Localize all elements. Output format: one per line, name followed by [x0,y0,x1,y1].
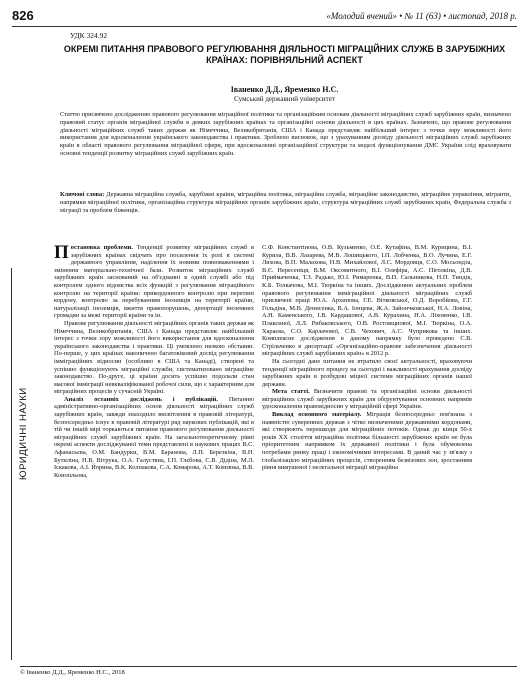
running-header [12,8,517,27]
keywords [60,191,511,214]
drop-cap: П [54,244,69,263]
paragraph: Міграція безпосередньо пов'язана з наявністю суверенних держав з чітко визначеними державними кордонами, які створюють перешкоди для міграційних потоків. Однак до кінця 50-х років ХХ століття міграційна політика більшості зарубіжних країн не була пріоритетним напрямком їх державної політики і була обумовлена потребами ринку праці і економічними інтересами. В даний час у зв'язку з глобалізацією міграційних процесів, створенням безвізових зон, зростанням рівня вимушеної і нелегальної міграції міграційна [262,411,472,472]
paragraph: С.Ф. Константінова, О.В. Кузьменко, О.Е. Кутафіна, В.М. Курицина, В.І. Курила, В.В. Лазарева, М.В. Лошицького, І.П. Лобченка, В.О. Лучина, Е.Г. Ляхова, В.П. Малахова, Н.В. Михайлової, Л.С. Мордовця, С.О. Мосьондза, В.Є. Нересеніця, В.М. Оксомнтного, В.І. Олефіра, А.С. Піголкіна, Д.В. Приймаченка, Т.З. Радько, Ю.І. Римаренка, В.П. Сальникова, Н.П. Тиндік, К.Б. Толкачова, М.І. Тюркіна та інших. Дослідженню актуальних проблем правового регулювання імміграційної діяльності міграційних служб присвячені праці Ю.А. Архипова, Г.Е. Вітковської, О.Д. Воробйова, Г.Г. Гольдіна, М.В. Денисенка, В.А. Іонцева, Ж.А. Зайончковської, Н.А. Ловіна, А.Н. Каменського, І.В. Кардашової, А.В. Курахина, Н.А. Ліховенко, І.В. Плаксиної, Л.Л. Рибаковського, О.В. Ростовщиової, М.І. Тюркіна, О.А. Хараєва, С.О. Карлачової, С.В. Чехович, А.С. Чуприкова та інших. Комплексне дослідження в даному напрямку було проведено С.В. Стрільченко в дисертації «Організаційно-правове забезпечення діяльності міграційних служб зарубіжних країн» в 2012 р. [262,244,472,358]
authors: Іваненко Д.Д., Яременко Н.С. [230,85,339,94]
paragraph: Тенденції розвитку міграційних служб в зарубіжних країнах свідчать про посилення їх ролі в системі державного управління, наділення їх новими повноваженнями і змінення матеріально-технічної бази. Розвиток міграційних служб зарубіжних країн заснований на об'єднанні в одній службі або під контролем одного відомства всіх функцій з регулювання міграційного контролю на території країни: прикордонного контролю при перетині кордону, контролю за перебуванням іноземців на території країни, натуралізації іноземців, вжиття правопорушень, депортації іноземних громадян за межі території країни та ін. [54,244,254,320]
paragraph: Правове регулювання діяльності міграційних органів таких держав як Німеччина, Великобританія, США і Канада представляє найбільший інтерес з точки зору можливості його використання для вдосконалення українського законодавства і практики. Ці умовлено низкою обставин. По-перше, у цих країнах накопичено багатовіковий досвід регулювання імміграційних відносин (особливо в США та Канаді), створені та успішно функціонують міграційні служби, систематизовано міграційне законодавство. По-друге, ці країни досить успішно подолали стан масової імміграції невкваліфікованої робочої сили, що є характерним для міграційних процесів у сучасній Україні. [54,319,254,396]
sidebar-rule [11,268,12,660]
udk-code: УДК 324.92 [70,31,108,40]
affiliation: Сумський державний університет [234,95,335,103]
journal-info: «Молодий вчений» • № 11 (63) • листопад, 2018 р. [326,11,517,21]
left-column [54,244,254,654]
section-heading-analysis: Аналіз останніх досліджень і публікацій. [64,395,218,403]
keywords-label: Ключові слова: [60,191,105,198]
copyright-footer: © Іваненко Д.Д., Яременко Н.С., 2018 [20,666,517,676]
section-sidebar [4,268,29,668]
right-column [262,244,472,654]
section-heading-aim: Мета статті. [272,388,310,396]
section-heading-main: Виклад основного матеріалу. [272,411,362,419]
sidebar-label: ЮРИДИЧНІ НАУКИ [18,387,29,480]
keywords-text: Державна міграційна служба, зарубіжні країни, міграційна політика, міграційна служба, міграційне законодавство, міграційне управління, мігранти, напрямки міграційної політики, організаційна структура міграційних органів зарубіжних країн, структура міграційних служб зарубіжних країн, Федеральна служба з міграції та проблем біженців. [60,191,511,214]
paragraph: На сьогодні дане питання не втратило своєї актуальності, враховуючи тенденції міграційного процесу на сьогодні і важливості врахування досвіду зарубіжних країн в розбудові міцної системи міграційних органів нашої держави. [262,357,472,388]
article-title: ОКРЕМІ ПИТАННЯ ПРАВОВОГО РЕГУЛЮВАННЯ ДІЯЛЬНОСТІ МІГРАЦІЙНИХ СЛУЖБ В ЗАРУБІЖНИХ КРАЇНАХ: ПОРІВНЯЛЬНИЙ АСПЕКТ [63,44,506,65]
paragraph: Питанню адміністративно-організаційних основ діяльності міграційних служб зарубіжних країн, завжди знаходило висвітлення в правовій літературі, безпосередньо існує в правовій літературі ряд наукових публікацій, які в тій чи іншій мірі торкаються питання правового регулювання діяльності міграційних служб зарубіжних країн. На загальнотеоретичному рівні окремі аспекти досліджуваної теми представлені в наукових працях В.С. Афанасьєва, О.М. Бандурки, В.М. Баранова, Л.П. Березкіна, В.Н. Бутиліна, Н.В. Вітрука, О.А. Галустяна, І.П. Глєбова, С.В. Дідіна, М.Л. Іскакова, А.І. Йорина, В.К. Колпакова, С.А. Комарова, А.Т. Комзюка, В.В. Конопльова, [54,395,254,479]
paragraph: Визначити правові та організаційні основи діяльності міграційних служб зарубіжних країн для обґрунтування основних напрямів удосконалення правовідносин у міграційній сфері України. [262,388,472,411]
section-heading-problem: остановка проблеми. [70,244,133,251]
abstract: Статтю присвячено дослідженню правового регулювання міграційної політики та організаційним основам діяльності міграційних служб зарубіжних країн, визначено правовий статус органів міграційної служби в деяких зарубіжних країнах та організаційні основи діяльності в цих країнах. Зазначено, що правове регулювання діяльності міграційних служб таких держав як Німеччина, Великобританія, США і Канада представляє найбільший інтерес з точки зору можливості його використання для вдосконалення українського законодавства і практики. Зроблено висновок, що з урахуванням досвіду діяльності міграційних служб зарубіжних країн в області правового регулювання міграційної сфери, при вдосконаленні організаційної структури та моделі функціонування ДМС України слід враховувати основні тенденції розвитку міграційних служб зарубіжних країн. [60,111,511,157]
page-number: 826 [12,8,34,23]
